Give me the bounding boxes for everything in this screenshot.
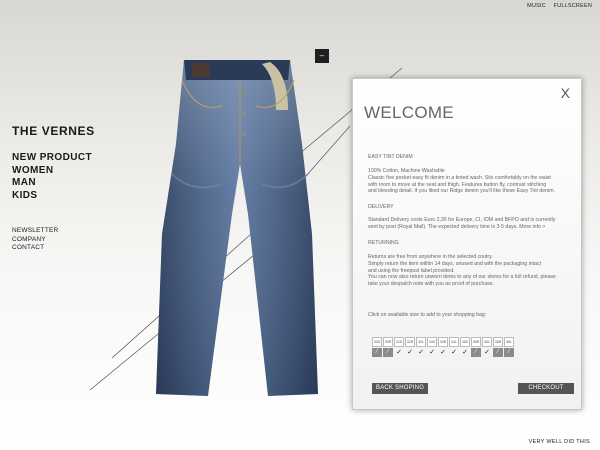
minimize-button[interactable]: – — [315, 49, 329, 63]
checkmark-icon[interactable]: ✓ — [462, 349, 468, 356]
nav-item-company[interactable]: COMPANY — [12, 235, 46, 243]
checkmark-icon[interactable]: ✓ — [396, 349, 402, 356]
unavailable-icon: ⁄ — [471, 348, 481, 357]
size-option[interactable] — [460, 337, 470, 357]
credit-link[interactable]: VERY WELL DID THIS — [528, 439, 590, 445]
size-label: 32R — [405, 337, 415, 347]
size-option[interactable] — [493, 337, 503, 357]
close-icon[interactable]: X — [560, 85, 570, 101]
size-prompt: Click on available size to add to your shopping bag: — [368, 312, 487, 318]
brand-logo[interactable]: THE VERNES — [12, 124, 95, 138]
back-shopping-button[interactable]: BACK SHOPING — [372, 383, 428, 394]
secondary-nav — [12, 227, 58, 253]
checkout-button[interactable]: CHECKOUT — [518, 383, 574, 394]
returns-description — [368, 254, 556, 288]
size-option[interactable] — [471, 337, 481, 357]
fullscreen-link[interactable]: FULLSCREEN — [553, 3, 592, 9]
size-label: 34S — [427, 337, 437, 347]
delivery-description — [368, 217, 555, 231]
product-text-line: and bleeding detail. If you liked our Ridge denim you'll like these Easy Tint denim. — [368, 188, 555, 195]
delivery-text-line[interactable]: sent by post (Royal Mail). The expected delivery time is 3-5 days. More info > — [368, 223, 546, 230]
nav-item-kids[interactable]: KIDS — [12, 189, 38, 201]
size-label: 34L — [449, 337, 459, 347]
nav-item-man[interactable]: MAN — [12, 177, 36, 188]
nav-item-new-product[interactable]: NEW PRODUCT — [12, 152, 92, 163]
checkmark-icon[interactable]: ✓ — [484, 349, 490, 356]
size-option[interactable] — [416, 337, 426, 357]
nav-item-women[interactable]: WOMEN — [12, 164, 54, 176]
size-label: 34R — [438, 337, 448, 347]
checkmark-icon[interactable]: ✓ — [407, 349, 413, 356]
checkmark-icon[interactable]: ✓ — [440, 349, 446, 356]
nav-item-contact[interactable]: CONTACT — [12, 244, 45, 251]
size-label: 38R — [493, 337, 503, 347]
product-text-line: 100% Cotton, Machine Washable — [368, 168, 445, 174]
size-label: 30S — [372, 337, 382, 347]
size-option[interactable] — [372, 337, 382, 357]
returns-text-line: Simply return the item within 14 days, unused and with the packaging intact — [368, 260, 542, 267]
size-option[interactable] — [394, 337, 404, 357]
size-option[interactable] — [449, 337, 459, 357]
size-option[interactable] — [504, 337, 514, 357]
returns-text-line: Returns are free from anywhere in the selected coutry. — [368, 254, 493, 260]
product-text-line: Classic five pocket easy fit denim in a tinted wash. Sits comfortably on the waist — [368, 174, 551, 181]
unavailable-icon: ⁄ — [493, 348, 503, 357]
returns-text-line: You can now also return unworn items to any of our stores for a full refund, please — [368, 274, 556, 281]
size-label: 36R — [471, 337, 481, 347]
unavailable-icon: ⁄ — [383, 348, 393, 357]
unavailable-icon: ⁄ — [372, 348, 382, 357]
product-text-line: with room to move at the seat and thigh. Features button fly, contrast stitching — [368, 181, 547, 188]
size-label: 30R — [383, 337, 393, 347]
size-option[interactable] — [438, 337, 448, 357]
delivery-heading: DELIVERY — [368, 204, 394, 210]
returns-text-line: and using the freepost label provided. — [368, 267, 455, 274]
size-label: 32S — [394, 337, 404, 347]
size-label: 32L — [416, 337, 426, 347]
returns-heading: RETURNING — [368, 240, 399, 246]
product-heading: EASY TINT DENIM — [368, 154, 413, 160]
main-nav — [12, 152, 92, 202]
size-label: 36S — [460, 337, 470, 347]
music-link[interactable]: MUSIC — [527, 3, 546, 9]
unavailable-icon: ⁄ — [504, 348, 514, 357]
size-option[interactable] — [383, 337, 393, 357]
nav-item-newsletter[interactable]: NEWSLETTER — [12, 227, 59, 234]
checkmark-icon[interactable]: ✓ — [451, 349, 457, 356]
size-selector — [372, 337, 515, 357]
product-info-panel — [352, 78, 582, 410]
product-image-jeans — [152, 54, 330, 398]
size-label: 36L — [482, 337, 492, 347]
checkmark-icon[interactable]: ✓ — [418, 349, 424, 356]
returns-text-line: take your despatch note with you as proof of purchase. — [368, 281, 495, 288]
panel-title: WELCOME — [364, 103, 454, 122]
size-option[interactable] — [482, 337, 492, 357]
delivery-text-line: Standard Delivery costs Euro 2,95 for Europe, CI, IOM and BFPO and is currently — [368, 217, 556, 223]
checkmark-icon[interactable]: ✓ — [429, 349, 435, 356]
size-label: 38L — [504, 337, 514, 347]
product-description — [368, 168, 555, 195]
size-option[interactable] — [427, 337, 437, 357]
size-option[interactable] — [405, 337, 415, 357]
